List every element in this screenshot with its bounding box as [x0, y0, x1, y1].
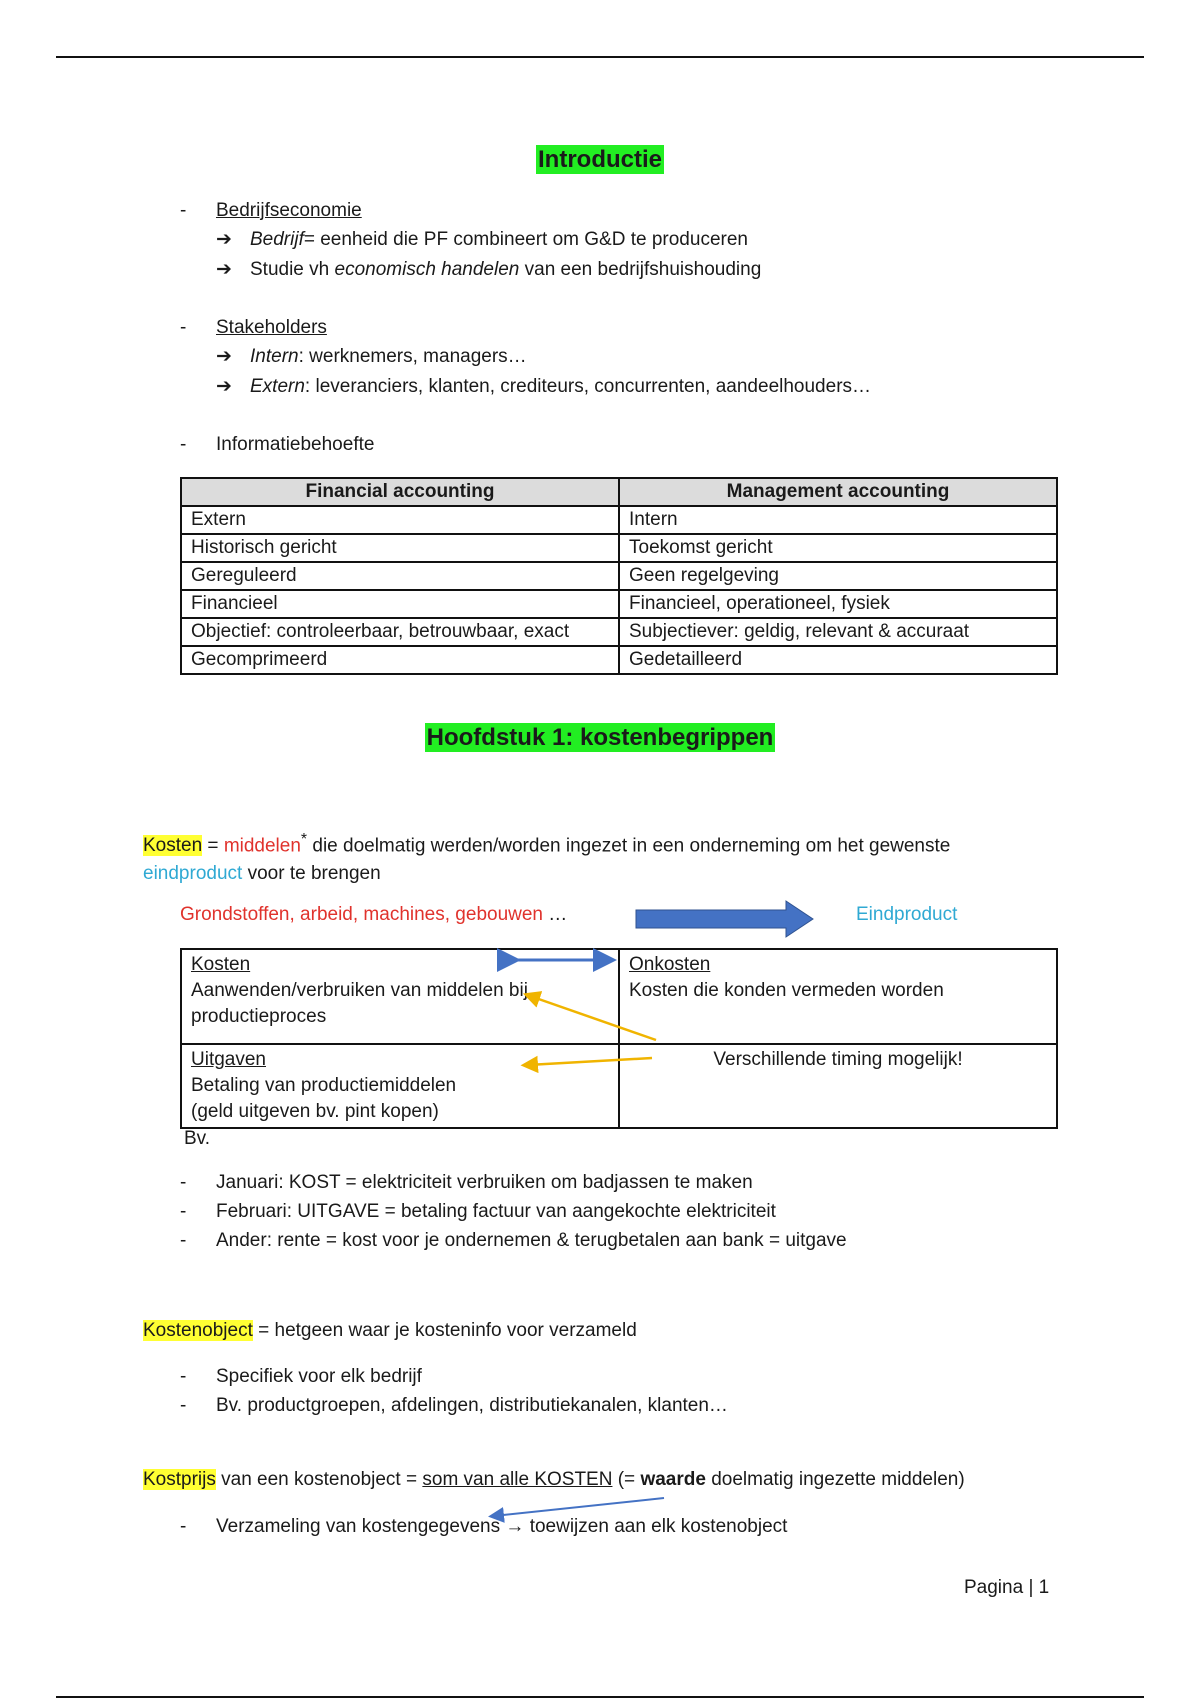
- table-cell: Financieel: [181, 590, 619, 618]
- dash-bullet: -: [180, 1172, 187, 1193]
- table-cell: Gereguleerd: [181, 562, 619, 590]
- kostenobject-bullet: Specifiek voor elk bedrijf: [216, 1366, 422, 1387]
- dash-bullet: -: [180, 200, 187, 221]
- stakeholders-extern: ➔ Extern: leveranciers, klanten, crediteurs, concurrenten, aandeelhouders…: [216, 376, 872, 397]
- page-number: Pagina | 1: [964, 1577, 1050, 1598]
- dash-bullet: -: [180, 1516, 187, 1537]
- pointer-arrow-icon: [494, 1498, 664, 1516]
- stakeholders-heading: Stakeholders: [216, 317, 327, 338]
- bedrijfseconomie-line-1: ➔ Bedrijf= eenheid die PF combineert om G&D te produceren: [216, 229, 748, 250]
- arrow-right-icon: ➔: [216, 346, 232, 367]
- dash-bullet: -: [180, 317, 187, 338]
- dash-bullet: -: [180, 1201, 187, 1222]
- section-title-hoofdstuk-1: Hoofdstuk 1: kostenbegrippen: [426, 724, 774, 751]
- table-cell: Geen regelgeving: [619, 562, 1057, 590]
- dash-bullet: -: [180, 434, 187, 455]
- bedrijfseconomie-line-2: ➔ Studie vh economisch handelen van een bedrijfshuishouding: [216, 259, 762, 280]
- kostprijs-definition: Kostprijs van een kostenobject = som van alle KOSTEN (= waarde doelmatig ingezette middelen): [143, 1469, 965, 1490]
- table-cell: Historisch gericht: [181, 534, 619, 562]
- kostenobject-bullet: Bv. productgroepen, afdelingen, distributiekanalen, klanten…: [216, 1395, 728, 1416]
- table-header: Management accounting: [619, 478, 1057, 506]
- table-cell: Financieel, operationeel, fysiek: [619, 590, 1057, 618]
- kostenobject-definition: Kostenobject = hetgeen waar je kosteninfo voor verzameld: [143, 1320, 637, 1341]
- flow-inputs: Grondstoffen, arbeid, machines, gebouwen …: [180, 904, 568, 925]
- table-cell: Objectief: controleerbaar, betrouwbaar, exact: [181, 618, 619, 646]
- timing-note: Verschillende timing mogelijk!: [713, 1049, 963, 1070]
- table-cell: Gecomprimeerd: [181, 646, 619, 674]
- table-cell: Extern: [181, 506, 619, 534]
- pointer-arrow-icon: [530, 996, 656, 1040]
- table-cell: Subjectiever: geldig, relevant & accuraat: [619, 618, 1057, 646]
- pointer-arrow-icon: [528, 1058, 652, 1065]
- dash-bullet: -: [180, 1230, 187, 1251]
- example-item: Februari: UITGAVE = betaling factuur van aangekochte elektriciteit: [216, 1201, 776, 1222]
- flow-arrow-icon: [636, 901, 813, 937]
- uitgaven-cell: Uitgaven Betaling van productiemiddelen (geld uitgeven bv. pint kopen): [181, 1044, 619, 1128]
- kostprijs-bullet: Verzameling van kostengegevens → toewijzen aan elk kostenobject: [216, 1516, 788, 1537]
- bedrijfseconomie-heading: Bedrijfseconomie: [216, 200, 362, 221]
- section-title-introductie: Introductie: [538, 146, 662, 173]
- kosten-cell: Kosten Aanwenden/verbruiken van middelen bij productieproces: [181, 949, 619, 1044]
- table-cell: Toekomst gericht: [619, 534, 1057, 562]
- informatiebehoefte-heading: Informatiebehoefte: [216, 434, 375, 455]
- example-item: Ander: rente = kost voor je ondernemen & terugbetalen aan bank = uitgave: [216, 1230, 847, 1251]
- dash-bullet: -: [180, 1366, 187, 1387]
- table-header: Financial accounting: [181, 478, 619, 506]
- kosten-definition: Kosten = middelen* die doelmatig werden/worden ingezet in een onderneming om het gewenste eindproduct voor te brengen: [143, 831, 951, 885]
- dash-bullet: -: [180, 1395, 187, 1416]
- arrow-right-icon: →: [505, 1516, 525, 1537]
- table-cell: Gedetailleerd: [619, 646, 1057, 674]
- flow-output: Eindproduct: [856, 904, 958, 925]
- arrow-right-icon: ➔: [216, 229, 232, 250]
- example-item: Januari: KOST = elektriciteit verbruiken om badjassen te maken: [216, 1172, 753, 1193]
- table-cell: Intern: [619, 506, 1057, 534]
- stakeholders-intern: ➔ Intern: werknemers, managers…: [216, 346, 527, 367]
- onkosten-cell: Onkosten Kosten die konden vermeden worden: [619, 949, 1057, 1044]
- bv-label: Bv.: [184, 1128, 211, 1149]
- arrow-right-icon: ➔: [216, 259, 232, 280]
- arrow-right-icon: ➔: [216, 376, 232, 397]
